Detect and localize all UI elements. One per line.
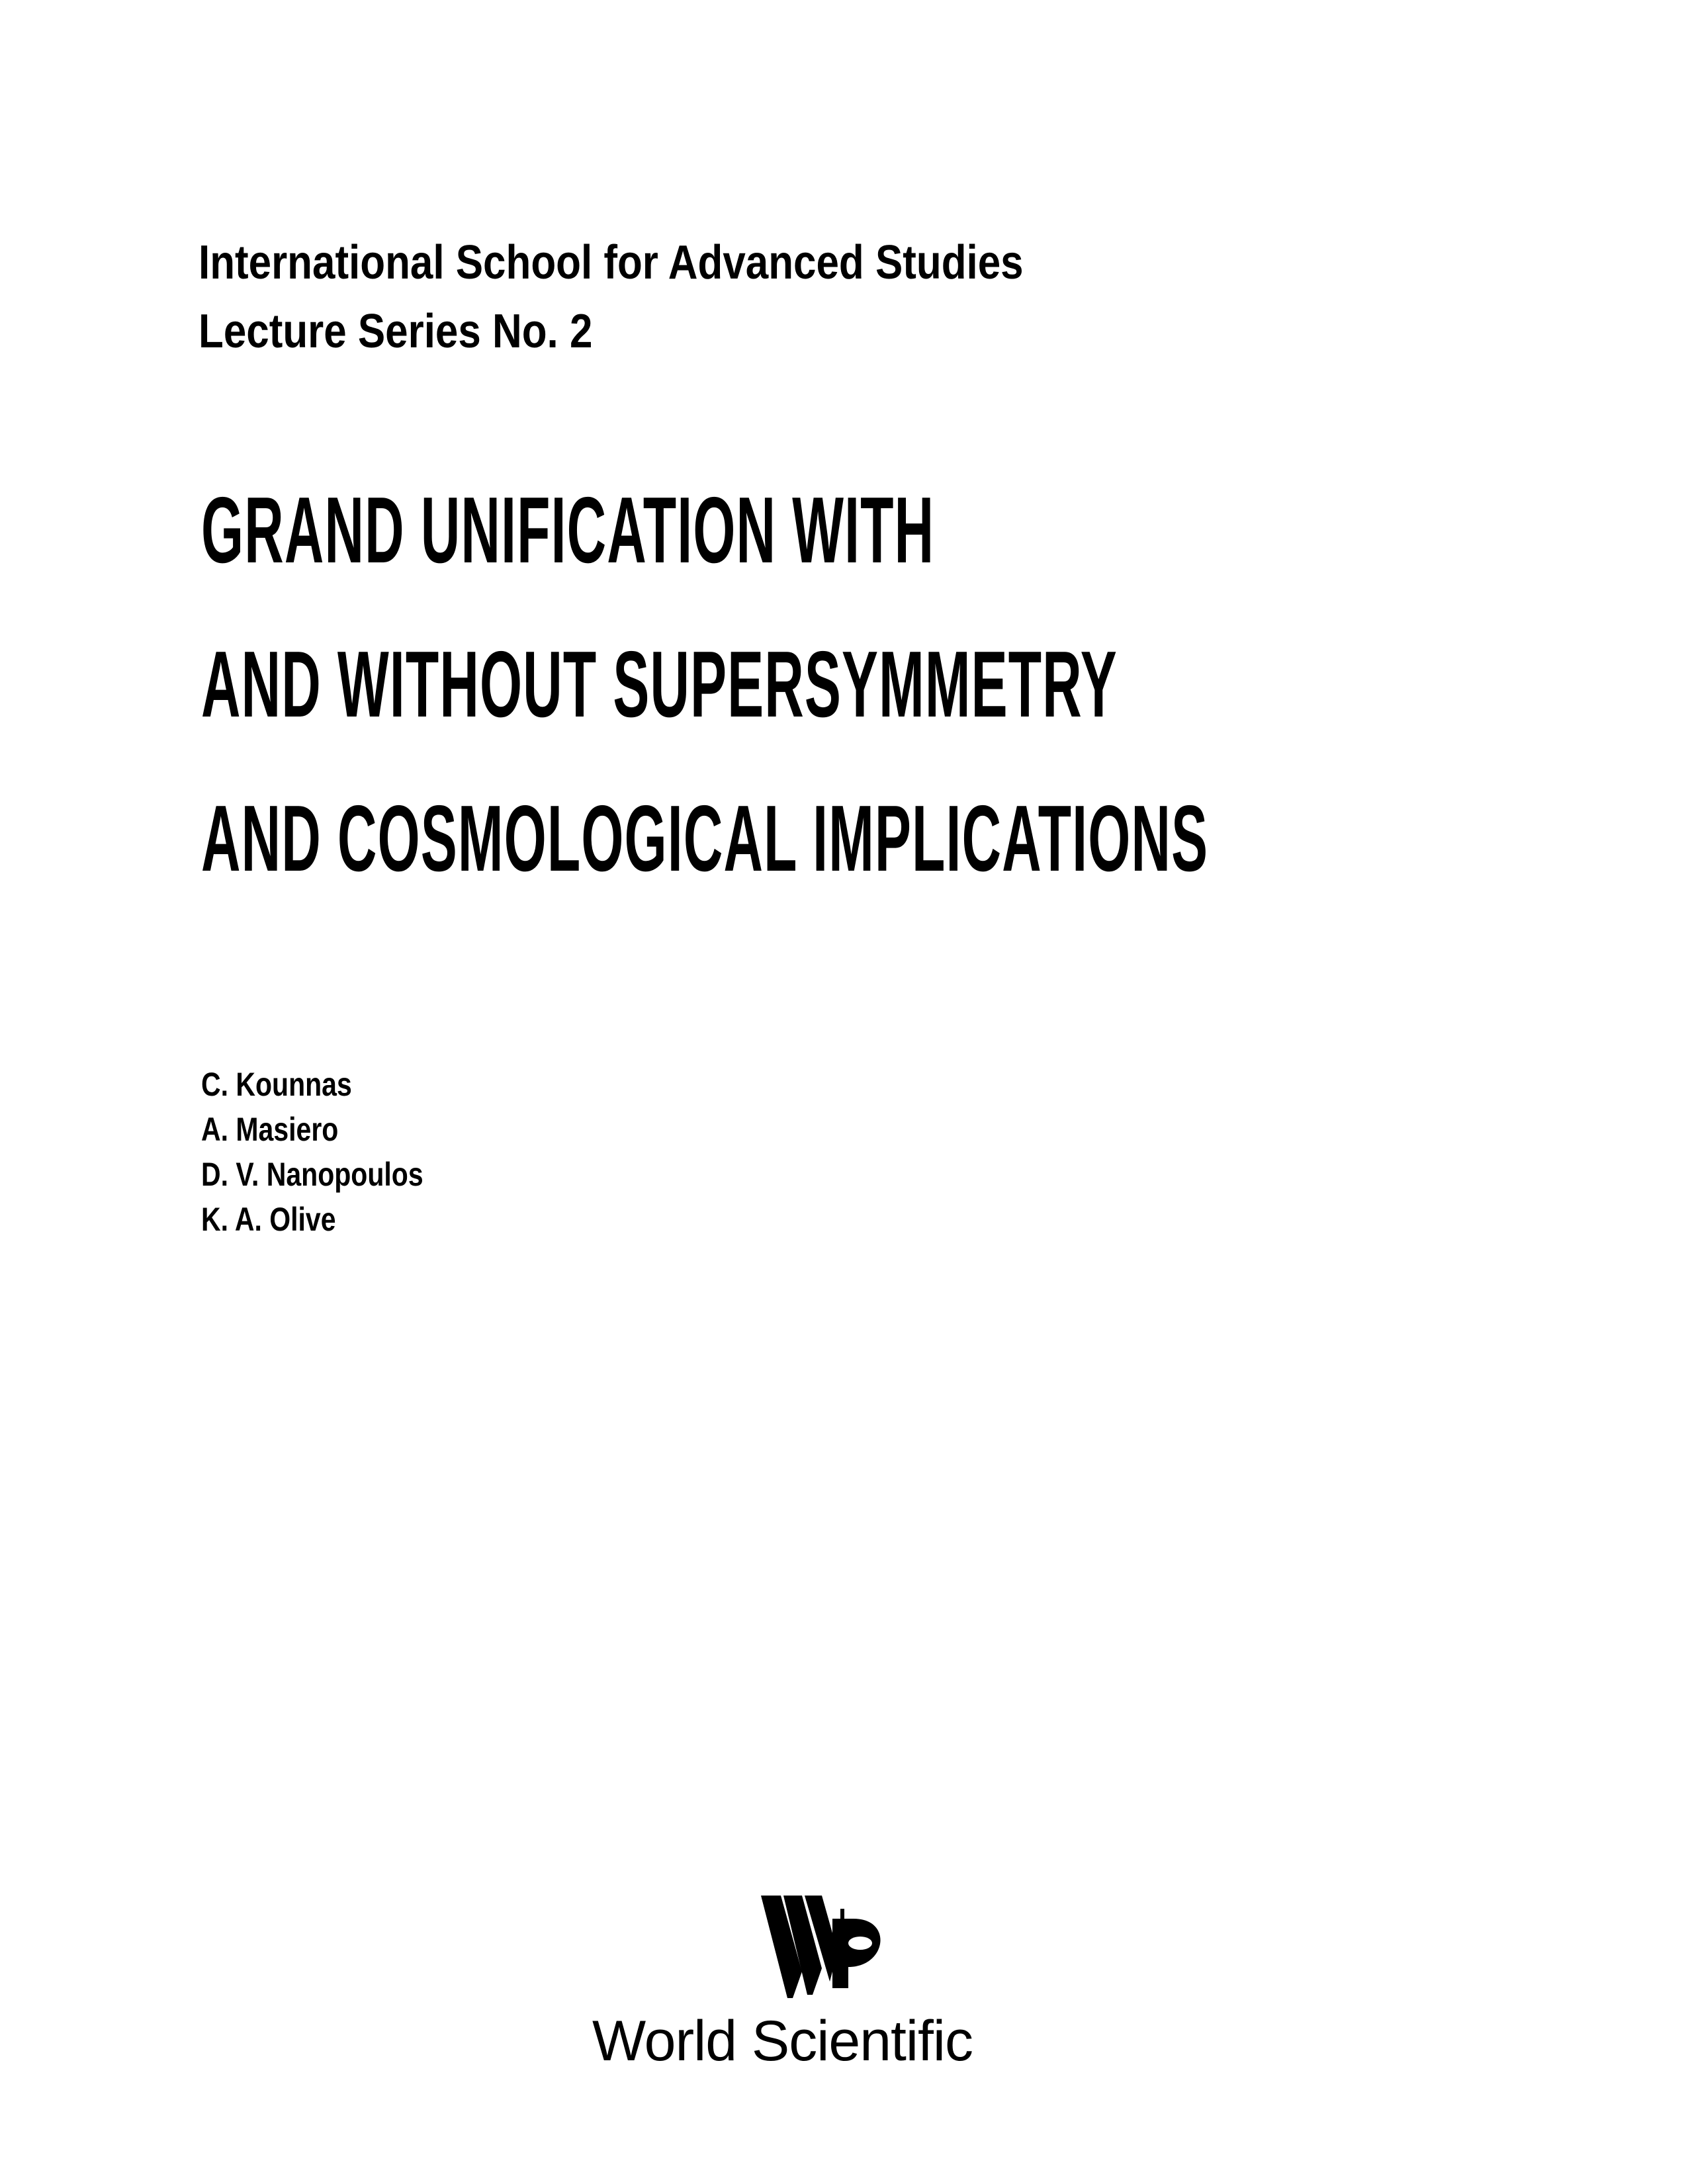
- title-line-1: GRAND UNIFICATION WITH: [201, 478, 935, 583]
- series-info: [199, 228, 1024, 366]
- title-line-2: AND WITHOUT SUPERSYMMETRY: [201, 632, 1118, 737]
- series-school: International School for Advanced Studies: [199, 236, 1024, 289]
- author-name: A. Masiero: [201, 1111, 339, 1148]
- title-line-3: AND COSMOLOGICAL IMPLICATIONS: [201, 786, 1209, 891]
- author-name: C. Kounnas: [201, 1066, 352, 1103]
- author-name: D. V. Nanopoulos: [201, 1156, 423, 1193]
- author-name: K. A. Olive: [201, 1201, 336, 1238]
- publisher-name: World Scientific: [592, 2009, 973, 2073]
- world-scientific-logo-icon: [761, 1889, 900, 2001]
- author-list: [201, 1062, 423, 1242]
- book-title: [201, 453, 1208, 916]
- series-number: Lecture Series No. 2: [199, 305, 593, 358]
